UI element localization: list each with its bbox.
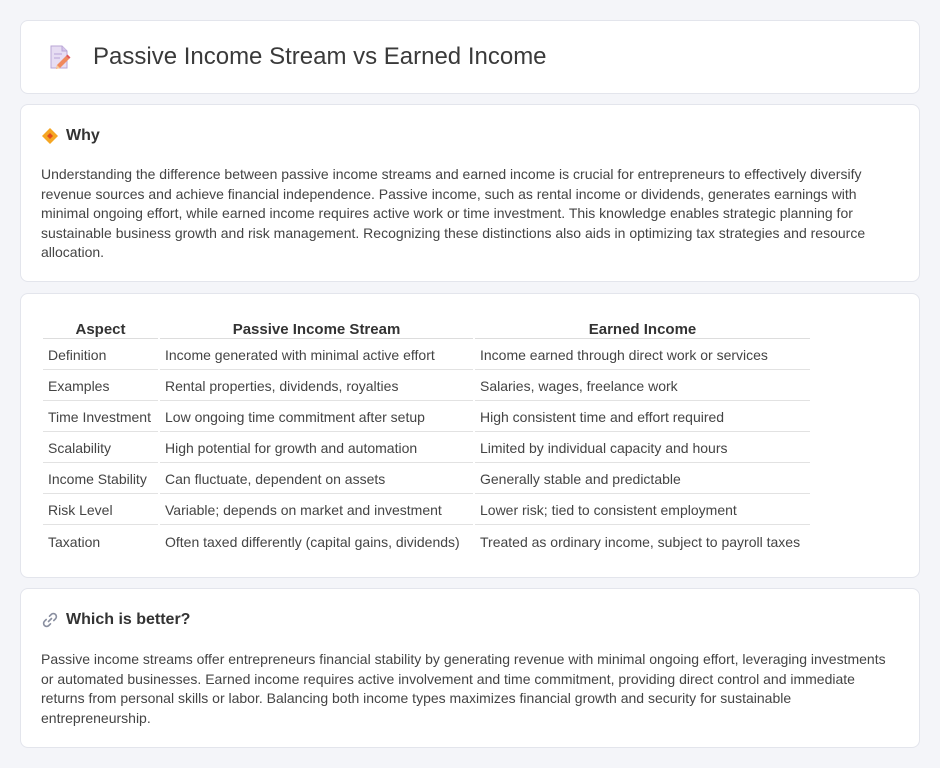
document-pencil-icon	[45, 43, 73, 71]
diamond-warning-icon	[41, 127, 59, 145]
aspect-cell: Examples	[43, 372, 158, 401]
passive-cell: Rental properties, dividends, royalties	[160, 372, 473, 401]
passive-cell: High potential for growth and automation	[160, 434, 473, 463]
earned-cell: Salaries, wages, freelance work	[475, 372, 810, 401]
aspect-cell: Definition	[43, 341, 158, 370]
why-section	[20, 104, 920, 282]
aspect-cell: Scalability	[43, 434, 158, 463]
passive-cell: Can fluctuate, dependent on assets	[160, 465, 473, 494]
aspect-cell: Risk Level	[43, 496, 158, 525]
table-row	[43, 341, 810, 370]
passive-cell: Variable; depends on market and investment	[160, 496, 473, 525]
table-row	[43, 434, 810, 463]
passive-cell: Income generated with minimal active effort	[160, 341, 473, 370]
passive-cell: Low ongoing time commitment after setup	[160, 403, 473, 432]
table-row	[43, 527, 810, 556]
column-header-aspect: Aspect	[43, 316, 158, 339]
why-heading: Why	[66, 127, 100, 144]
which-is-better-section	[20, 588, 920, 748]
earned-cell: High consistent time and effort required	[475, 403, 810, 432]
comparison-table	[41, 314, 812, 558]
why-text: Understanding the difference between passive income streams and earned income is crucial for entrepreneurs to effectively diversify revenue sources and achieve financial independence. Passive income, such as rental income or dividends, generates earnings with minimal ongoing effort, while earned income requires active work or time investment. This knowledge enables strategic planning for sustainable business growth and risk management. Recognizing these distinctions also aids in optimizing tax strategies and resource allocation.	[41, 166, 866, 260]
aspect-cell: Time Investment	[43, 403, 158, 432]
comparison-section	[20, 293, 920, 578]
column-header-earned: Earned Income	[475, 316, 810, 339]
title-card	[20, 20, 920, 94]
earned-cell: Limited by individual capacity and hours	[475, 434, 810, 463]
table-row	[43, 372, 810, 401]
table-row	[43, 465, 810, 494]
table-row	[43, 496, 810, 525]
aspect-cell: Taxation	[48, 533, 101, 550]
table-header-row	[43, 316, 810, 339]
which-is-better-text: Passive income streams offer entrepreneurs financial stability by generating revenue with minimal ongoing effort, leveraging investments or automated businesses. Earned income requires active involvement and time commitment, providing direct control and immediate returns from personal skills or labor. Balancing both income types maximizes financial growth and security for sustainable entrepreneurship.	[41, 651, 886, 726]
column-header-passive: Passive Income Stream	[160, 316, 473, 339]
earned-cell: Income earned through direct work or services	[475, 341, 810, 370]
passive-cell: Often taxed differently (capital gains, dividends)	[165, 533, 460, 550]
table-row	[43, 403, 810, 432]
earned-cell: Treated as ordinary income, subject to payroll taxes	[480, 533, 801, 550]
which-is-better-heading: Which is better?	[66, 611, 191, 628]
aspect-cell: Income Stability	[43, 465, 158, 494]
link-icon	[41, 611, 59, 629]
earned-cell: Generally stable and predictable	[475, 465, 810, 494]
earned-cell: Lower risk; tied to consistent employment	[475, 496, 810, 525]
page-title: Passive Income Stream vs Earned Income	[93, 43, 547, 70]
